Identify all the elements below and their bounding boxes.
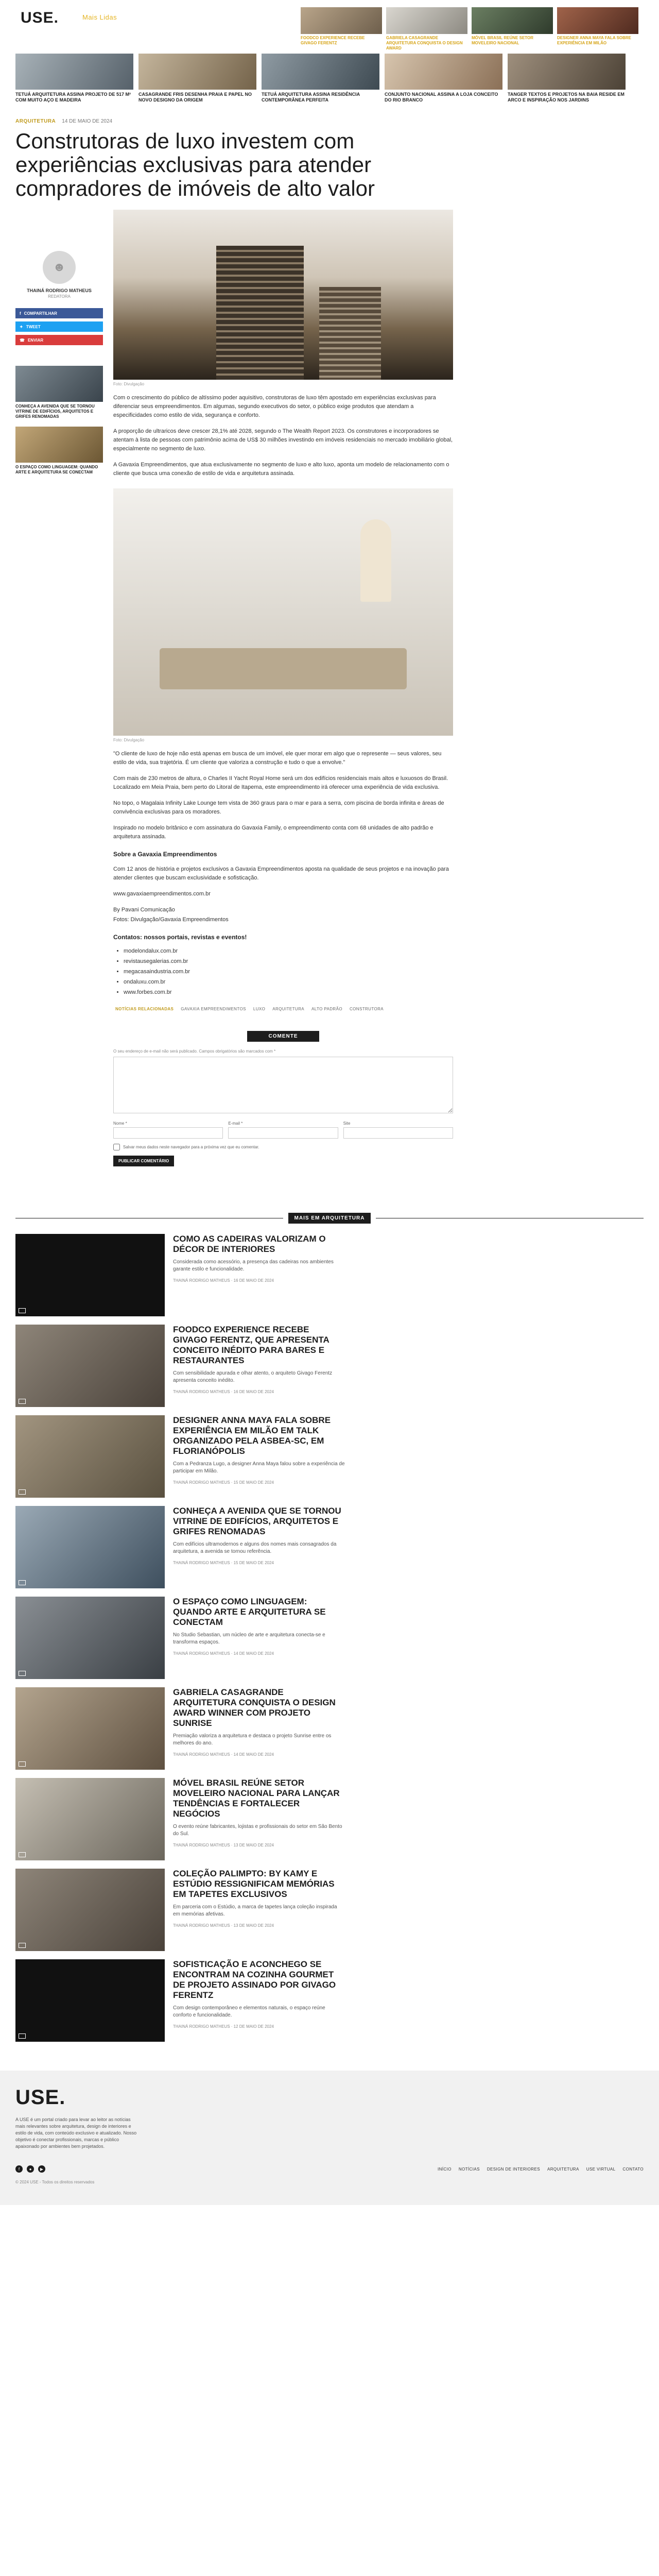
- strip-item[interactable]: [262, 54, 379, 103]
- more-title[interactable]: GABRIELA CASAGRANDE ARQUITETURA CONQUISTA O DESIGN AWARD WINNER COM PROJETO SUNRISE: [173, 1687, 336, 1728]
- ticker-item[interactable]: [301, 7, 382, 51]
- more-heading: MAIS EM ARQUITETURA: [288, 1213, 371, 1224]
- partner-link[interactable]: • www.forbes.com.br: [124, 987, 453, 997]
- footer-nav: [438, 2167, 644, 2172]
- more-meta: THAINÁ RODRIGO MATHEUS · 16 DE MAIO DE 2024: [173, 1389, 274, 1394]
- comment-name-field: [113, 1121, 223, 1139]
- more-articles: [0, 1213, 659, 2050]
- strip-thumbnail: [138, 54, 256, 90]
- share-facebook-label: COMPARTILHAR: [24, 311, 57, 316]
- more-thumbnail: [15, 1597, 165, 1679]
- article-category[interactable]: ARQUITETURA: [15, 118, 56, 124]
- more-excerpt: Com a Pedranza Lugo, a designer Anna Maya falou sobre a experiência de participar em Milão.: [173, 1461, 345, 1474]
- more-thumbnail: [15, 1687, 165, 1770]
- strip-title: CONJUNTO NACIONAL ASSINA A LOJA CONCEITO DO RIO BRANCO: [385, 92, 498, 103]
- sofa-illustration: [160, 648, 407, 689]
- more-title[interactable]: MÓVEL BRASIL REÚNE SETOR MOVELEIRO NACIONAL PARA LANÇAR TENDÊNCIAS E FORTALECER NEGÓCIOS: [173, 1778, 340, 1819]
- tag-link[interactable]: GAVAXIA EMPREENDIMENTOS: [181, 1007, 246, 1011]
- sidebar-related-title: O ESPAÇO COMO LINGUAGEM: QUANDO ARTE E ARQUITETURA SE CONECTAM: [15, 465, 98, 474]
- more-excerpt: Considerada como acessório, a presença das cadeiras nos ambientes garante estilo e funcionalidade.: [173, 1259, 334, 1272]
- press-photo-credit: Fotos: Divulgação/Gavaxia Empreendimentos: [113, 917, 229, 923]
- partner-link[interactable]: • ondaluxu.com.br: [124, 977, 453, 987]
- save-data-option: [113, 1144, 453, 1150]
- footer-nav-item[interactable]: ARQUITETURA: [547, 2166, 579, 2172]
- gallery-icon: [19, 2033, 26, 2039]
- building-illustration: [216, 246, 304, 380]
- strip-thumbnail: [15, 54, 133, 90]
- youtube-icon[interactable]: ▶: [38, 2165, 45, 2173]
- more-item[interactable]: [15, 1325, 345, 1415]
- ticker-thumbnail: [472, 7, 553, 34]
- twitter-icon: ✦: [20, 324, 23, 329]
- more-thumbnail: [15, 1959, 165, 2042]
- ticker-thumbnail: [557, 7, 638, 34]
- gallery-icon: [19, 1671, 26, 1676]
- more-item[interactable]: [15, 1506, 345, 1597]
- ticker-thumbnail: [386, 7, 467, 34]
- more-text: [173, 1597, 345, 1687]
- footer-logo[interactable]: USE.: [15, 2086, 66, 2109]
- sidebar-related-item[interactable]: [15, 366, 103, 419]
- article-content: [113, 210, 453, 1166]
- facebook-icon: f: [20, 311, 21, 316]
- article-paragraph: Com 12 anos de história e projetos exclusivos a Gavaxia Empreendimentos aposta na qualidade de seus projetos e na inovação para atender clientes que buscam exclusividade e sofisticação.: [113, 866, 449, 881]
- footer-bottom: [15, 2165, 644, 2173]
- article-paragraph: Com o crescimento do público de altíssimo poder aquisitivo, construtoras de luxo têm apostado em experiências exclusivas para diferenciar seus empreendimentos. Em algumas, segundo executivos do setor, o público exige produtos que atendam a especificidades como estilo de vida, segurança e conforto.: [113, 395, 436, 418]
- sidebar-related-thumbnail: [15, 427, 103, 463]
- footer-nav-item[interactable]: USE VIRTUAL: [586, 2166, 616, 2172]
- save-data-label: Salvar meus dados neste navegador para a próxima vez que eu comentar.: [123, 1145, 259, 1149]
- site-logo[interactable]: USE.: [21, 9, 59, 26]
- more-title[interactable]: FOODCO EXPERIENCE RECEBE GIVAGO FERENTZ, QUE APRESENTA CONCEITO INÉDITO PARA BARES E RESTAURANTES: [173, 1325, 330, 1365]
- more-text: [173, 1506, 345, 1597]
- inline-caption: Foto: Divulgação: [113, 738, 145, 742]
- more-thumbnail: [15, 1869, 165, 1951]
- sidebar-related-item[interactable]: [15, 427, 103, 475]
- more-list: [15, 1234, 345, 2050]
- gallery-icon: [19, 1399, 26, 1404]
- strip-item[interactable]: [15, 54, 133, 103]
- strip-item[interactable]: [138, 54, 256, 103]
- strip-title: TETUÁ ARQUITETURA ASSINA PROJETO DE 517 M² COM MUITO AÇO E MADEIRA: [15, 92, 131, 103]
- tags-label: NOTÍCIAS RELACIONADAS: [115, 1007, 174, 1011]
- share-whatsapp-button[interactable]: [15, 335, 103, 345]
- comment-email-input[interactable]: [228, 1127, 338, 1139]
- save-data-checkbox[interactable]: [113, 1144, 120, 1150]
- more-text: [173, 1869, 345, 1959]
- more-text: [173, 1778, 345, 1869]
- tag-link[interactable]: CONSTRUTORA: [349, 1007, 384, 1011]
- more-title[interactable]: O ESPAÇO COMO LINGUAGEM: QUANDO ARTE E ARQUITETURA SE CONECTAM: [173, 1597, 326, 1627]
- gallery-icon: [19, 1943, 26, 1948]
- article-body: [15, 210, 644, 1166]
- comment-site-input[interactable]: [343, 1127, 453, 1139]
- gallery-icon: [19, 1761, 26, 1767]
- ticker-title: GABRIELA CASAGRANDE ARQUITETURA CONQUISTA O DESIGN AWARD: [386, 36, 463, 50]
- more-thumbnail: [15, 1325, 165, 1407]
- strip-title: TETUÁ ARQUITETURA ASSINA RESIDÊNCIA CONTEMPORÂNEA PERFEITA: [262, 92, 360, 103]
- more-text: [173, 1325, 345, 1415]
- footer-nav-item[interactable]: NOTÍCIAS: [458, 2166, 480, 2172]
- ticker-item[interactable]: [472, 7, 553, 51]
- more-excerpt: O evento reúne fabricantes, lojistas e profissionais do setor em São Bento do Sul.: [173, 1824, 342, 1837]
- article-hero-image: [113, 210, 453, 380]
- comment-textarea[interactable]: [113, 1057, 453, 1113]
- author-name: THAINÁ RODRIGO MATHEUS: [27, 288, 92, 293]
- facebook-icon[interactable]: f: [15, 2165, 23, 2173]
- more-excerpt: Com design contemporâneo e elementos naturais, o espaço reúne conforto e funcionalidade.: [173, 2005, 325, 2018]
- strip-thumbnail: [508, 54, 626, 90]
- article-tags: [113, 1006, 453, 1012]
- gallery-icon: [19, 1489, 26, 1495]
- article-meta: [15, 118, 644, 124]
- article-subheading: Sobre a Gavaxia Empreendimentos: [113, 851, 217, 858]
- more-excerpt: Em parceria com o Estúdio, a marca de tapetes lança coleção inspirada em memórias afetivas.: [173, 1904, 337, 1917]
- footer-nav-item[interactable]: INÍCIO: [437, 2166, 452, 2172]
- more-excerpt: Com sensibilidade apurada e olhar atento, o arquiteto Givago Ferentz apresenta conceito inédito.: [173, 1370, 333, 1383]
- hero-caption: Foto: Divulgação: [113, 382, 145, 386]
- strip-item[interactable]: [385, 54, 502, 103]
- share-twitter-label: TWEET: [26, 324, 41, 329]
- more-thumbnail: [15, 1234, 165, 1316]
- ticker-title: DESIGNER ANNA MAYA FALA SOBRE EXPERIÊNCIA EM MILÃO: [557, 36, 632, 45]
- tag-link[interactable]: LUXO: [253, 1007, 266, 1011]
- more-excerpt: Com edifícios ultramodernos e alguns dos nomes mais consagrados da arquitetura, a avenida se tornou referência.: [173, 1541, 337, 1554]
- sidebar-related-thumbnail: [15, 366, 103, 402]
- comment-fields: [113, 1121, 453, 1139]
- more-thumbnail: [15, 1506, 165, 1588]
- article-paragraph: Com mais de 230 metros de altura, o Charles II Yacht Royal Home será um dos edifícios residenciais mais altos e luxuosos do Brasil. Localizado em Meia Praia, bem perto do Litoral de Itapema, este empreendimento irá oferecer uma experiência de vida exclusiva.: [113, 775, 448, 790]
- lamp-illustration: [360, 519, 391, 602]
- instagram-icon[interactable]: ●: [27, 2165, 34, 2173]
- company-website[interactable]: www.gavaxiaempreendimentos.com.br: [113, 891, 211, 897]
- more-title[interactable]: COMO AS CADEIRAS VALORIZAM O DÉCOR DE INTERIORES: [173, 1234, 326, 1254]
- ticker-item[interactable]: [386, 7, 467, 51]
- building-illustration: [319, 287, 381, 380]
- gallery-icon: [19, 1580, 26, 1585]
- tag-link[interactable]: ARQUITETURA: [272, 1007, 304, 1011]
- more-text: [173, 1959, 345, 2050]
- most-read-ticker: [144, 7, 638, 51]
- article-inline-image: [113, 488, 453, 736]
- author-role: REDATORA: [48, 294, 71, 299]
- strip-title: CASAGRANDE FRIS DESENHA PRAIA E PAPEL NO NOVO DESIGNO DA ORIGEM: [138, 92, 252, 103]
- comment-email-label: E-mail *: [228, 1121, 243, 1126]
- comment-site-label: Site: [343, 1121, 351, 1126]
- footer-nav-item[interactable]: DESIGN DE INTERIORES: [487, 2166, 540, 2172]
- more-meta: THAINÁ RODRIGO MATHEUS · 16 DE MAIO DE 2024: [173, 1278, 274, 1283]
- comment-note: O seu endereço de e-mail não será publicado. Campos obrigatórios são marcados com *: [113, 1049, 276, 1054]
- article-paragraph: No topo, o Magalaia Infinity Lake Lounge tem vista de 360 graus para o mar e para a serra, com piscina de borda infinita e áreas de convivência exclusivas para os moradores.: [113, 800, 444, 815]
- footer-nav-item[interactable]: CONTATO: [622, 2166, 644, 2172]
- article-paragraph: "O cliente de luxo de hoje não está apenas em busca de um imóvel, ele quer morar em algo que o represente — seus valores, seu estilo de vida, sua trajetória. É um cliente que valoriza a construção e tudo o que a envolve.": [113, 751, 442, 766]
- sidebar-related-title: CONHEÇA A AVENIDA QUE SE TORNOU VITRINE DE EDIFÍCIOS, ARQUITETOS E GRIFES RENOMADAS: [15, 404, 95, 419]
- right-sidebar: [463, 210, 633, 1166]
- more-meta: THAINÁ RODRIGO MATHEUS · 14 DE MAIO DE 2024: [173, 1752, 274, 1757]
- partner-link[interactable]: • megacasaindustria.com.br: [124, 967, 453, 977]
- comment-name-label: Nome *: [113, 1121, 127, 1126]
- more-item[interactable]: [15, 1778, 345, 1869]
- partner-links: [113, 946, 453, 997]
- press-credit: By Pavani Comunicação: [113, 907, 175, 913]
- tag-link[interactable]: ALTO PADRÃO: [311, 1007, 342, 1011]
- share-twitter-button[interactable]: [15, 321, 103, 332]
- article-date: 14 DE MAIO DE 2024: [62, 118, 113, 124]
- article-sidebar: [15, 210, 103, 1166]
- comment-heading: COMENTE: [247, 1031, 319, 1042]
- more-item[interactable]: [15, 1687, 345, 1778]
- sidebar-related: [15, 366, 103, 475]
- featured-strip: [0, 54, 659, 103]
- more-meta: THAINÁ RODRIGO MATHEUS · 14 DE MAIO DE 2024: [173, 1651, 274, 1656]
- article-paragraph: Inspirado no modelo britânico e com assinatura do Gavaxia Family, o empreendimento conta com 68 unidades de alto padrão e arquitetura assinada.: [113, 825, 433, 840]
- more-excerpt: No Studio Sebastian, um núcleo de arte e arquitetura conecta-se e transforma espaços.: [173, 1632, 325, 1645]
- ticker-thumbnail: [301, 7, 382, 34]
- partner-link[interactable]: • modelondalux.com.br: [124, 946, 453, 956]
- whatsapp-icon: ☎: [20, 337, 25, 343]
- ticker-title: MÓVEL BRASIL REÚNE SETOR MOVELEIRO NACIONAL: [472, 36, 534, 45]
- more-item[interactable]: [15, 1415, 345, 1506]
- more-text: [173, 1415, 345, 1506]
- copyright: © 2024 USE - Todos os direitos reservados: [15, 2180, 95, 2184]
- comment-site-field: [343, 1121, 453, 1139]
- most-read-label: Mais Lidas: [82, 13, 117, 21]
- more-item[interactable]: [15, 1869, 345, 1959]
- more-title[interactable]: CONHEÇA A AVENIDA QUE SE TORNOU VITRINE DE EDIFÍCIOS, ARQUITETOS E GRIFES RENOMADAS: [173, 1506, 341, 1536]
- footer-social: [15, 2165, 45, 2173]
- submit-comment-button[interactable]: PUBLICAR COMENTÁRIO: [113, 1156, 174, 1166]
- more-title[interactable]: COLEÇÃO PALIMPTO: BY KAMY E ESTÚDIO RESSIGNIFICAM MEMÓRIAS EM TAPETES EXCLUSIVOS: [173, 1869, 335, 1899]
- more-meta: THAINÁ RODRIGO MATHEUS · 15 DE MAIO DE 2024: [173, 1561, 274, 1565]
- share-whatsapp-label: ENVIAR: [27, 337, 44, 343]
- comment-section: [113, 1031, 453, 1166]
- gallery-icon: [19, 1308, 26, 1313]
- more-meta: THAINÁ RODRIGO MATHEUS · 13 DE MAIO DE 2024: [173, 1843, 274, 1848]
- contact-heading: Contatos: nossos portais, revistas e eventos!: [113, 934, 247, 941]
- more-title[interactable]: DESIGNER ANNA MAYA FALA SOBRE EXPERIÊNCIA EM MILÃO EM TALK ORGANIZADO PELA ASBEA-SC, EM FLORIANÓPOLIS: [173, 1415, 331, 1456]
- more-thumbnail: [15, 1778, 165, 1860]
- more-excerpt: Premiação valoriza a arquitetura e destaca o projeto Sunrise entre os melhores do ano.: [173, 1733, 332, 1746]
- more-meta: THAINÁ RODRIGO MATHEUS · 12 DE MAIO DE 2024: [173, 2024, 274, 2029]
- more-thumbnail: [15, 1415, 165, 1498]
- gallery-icon: [19, 1852, 26, 1857]
- more-item[interactable]: [15, 1959, 345, 2050]
- strip-thumbnail: [262, 54, 379, 90]
- comment-name-input[interactable]: [113, 1127, 223, 1139]
- more-heading-row: [15, 1213, 644, 1224]
- more-text: [173, 1234, 345, 1325]
- article-paragraph: A Gavaxia Empreendimentos, que atua exclusivamente no segmento de luxo e alto luxo, aponta um modelo de relacionamento com o cliente que busca uma conexão de estilo de vida e arquitetura assinada.: [113, 462, 449, 477]
- article-paragraph: A proporção de ultraricos deve crescer 28,1% até 2028, segundo o The Wealth Report 2023. Os construtores e incorporadores se atentam à lista de pessoas com patrimônio acima de US$ 30 milhões investindo em imóveis residenciais no mercado imobiliário global, especialmente no segmento de luxo.: [113, 428, 453, 452]
- strip-item[interactable]: [508, 54, 626, 103]
- author-avatar: [43, 251, 76, 284]
- author-box: [15, 210, 103, 299]
- more-text: [173, 1687, 345, 1778]
- comment-email-field: [228, 1121, 338, 1139]
- footer-about: A USE é um portal criado para levar ao leitor as notícias mais relevantes sobre arquitetura, design de interiores e estilo de vida, com conteúdo exclusivo e atualizado. Nosso objetivo é conectar profissionais, marcas e público apaixonado por ambientes bem projetados.: [15, 2117, 137, 2149]
- strip-title: TANGER TEXTOS E PROJETOS NA BAIA RESIDE EM ARCO E INSPIRAÇÃO NOS JARDINS: [508, 92, 625, 103]
- article-title: Construtoras de luxo investem com experiências exclusivas para atender compradores de imóveis de alto valor: [15, 129, 375, 200]
- ticker-item[interactable]: [557, 7, 638, 51]
- user-icon: ☻: [53, 260, 66, 274]
- share-facebook-button[interactable]: [15, 308, 103, 318]
- article: [0, 118, 659, 1166]
- more-item[interactable]: [15, 1234, 345, 1325]
- more-meta: THAINÁ RODRIGO MATHEUS · 13 DE MAIO DE 2024: [173, 1923, 274, 1928]
- more-title[interactable]: SOFISTICAÇÃO E ACONCHEGO SE ENCONTRAM NA COZINHA GOURMET DE PROJETO ASSINADO POR GIVAGO FERENTZ: [173, 1959, 336, 2000]
- more-meta: THAINÁ RODRIGO MATHEUS · 15 DE MAIO DE 2024: [173, 1480, 274, 1485]
- site-header: [0, 0, 659, 49]
- strip-thumbnail: [385, 54, 502, 90]
- ticker-title: FOODCO EXPERIENCE RECEBE GIVAGO FERENTZ: [301, 36, 365, 45]
- partner-link[interactable]: • revistausegalerias.com.br: [124, 956, 453, 967]
- site-footer: [0, 2071, 659, 2205]
- more-item[interactable]: [15, 1597, 345, 1687]
